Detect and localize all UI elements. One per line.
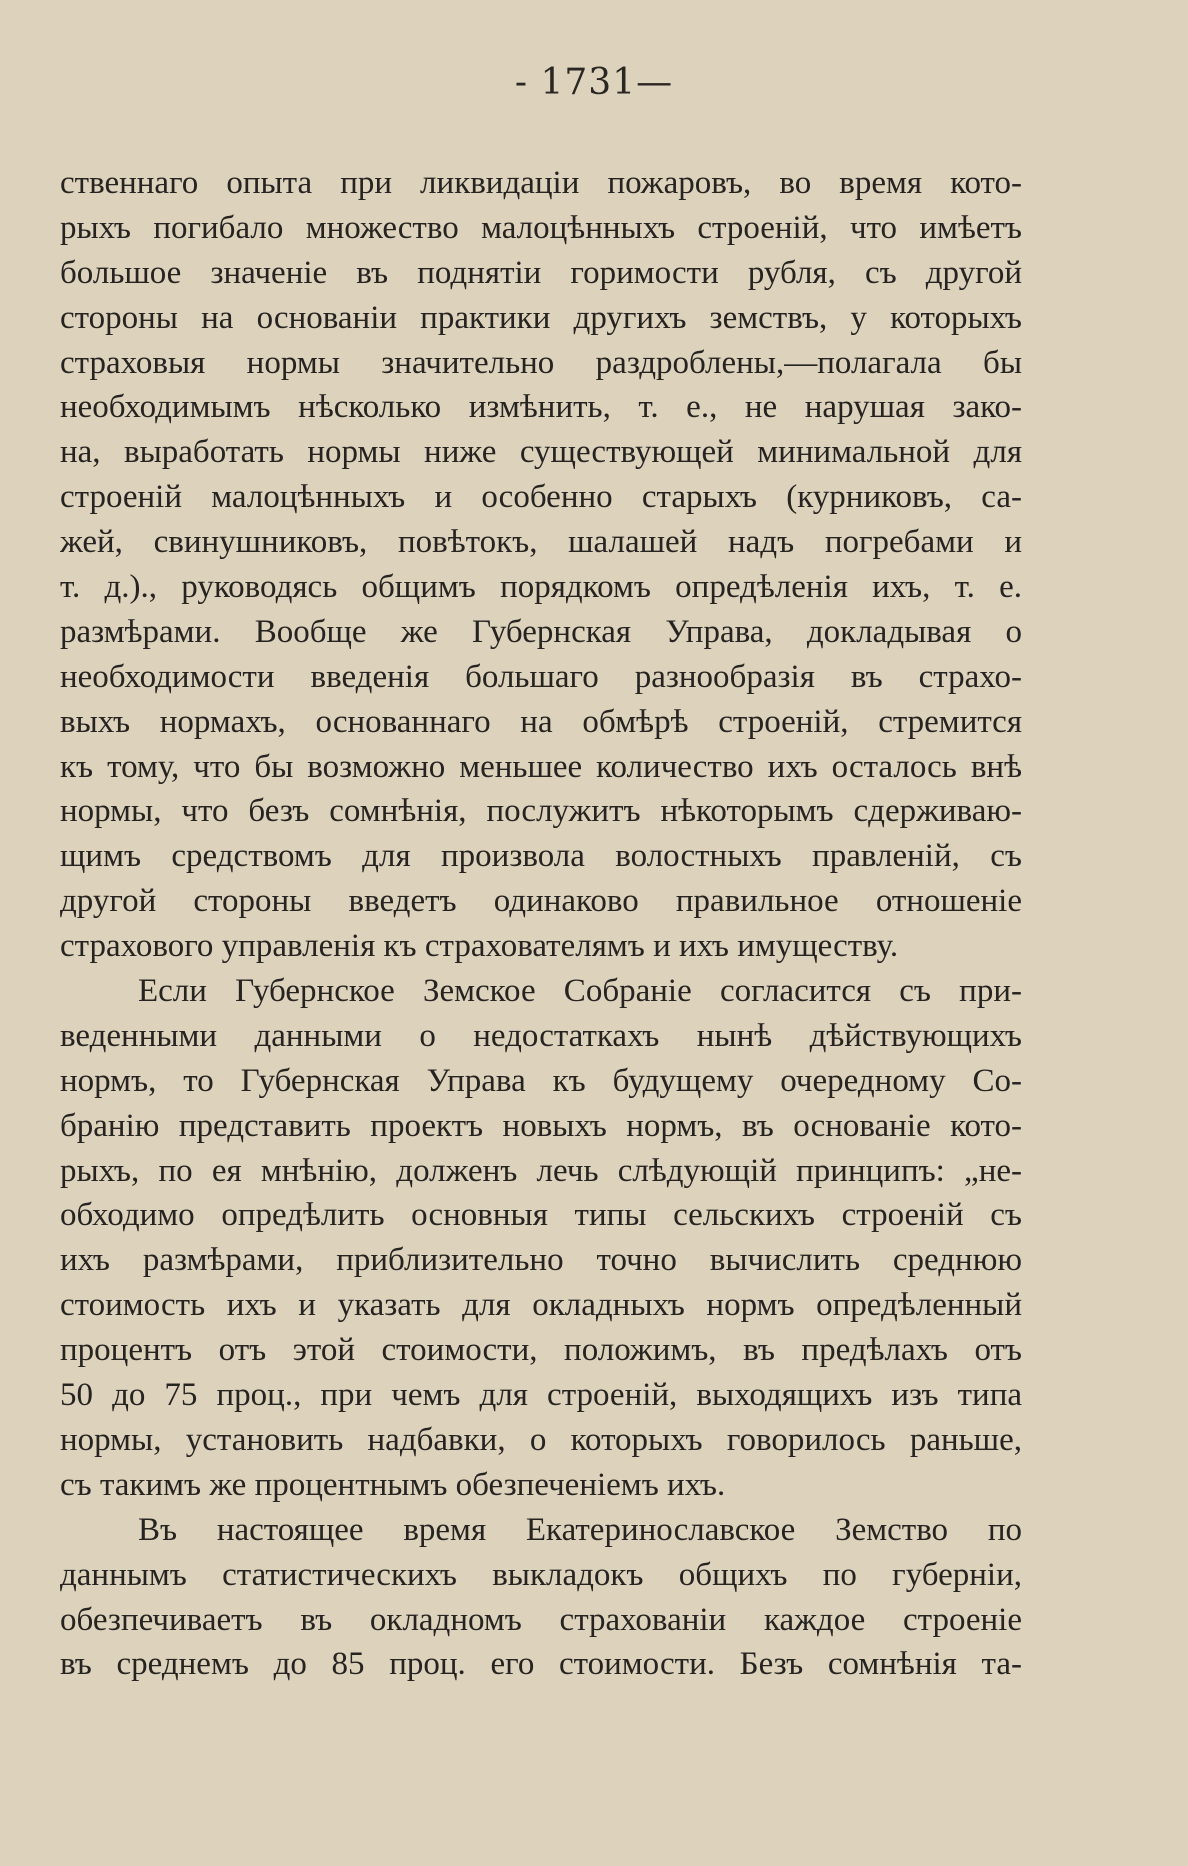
text-line: размѣрами. Вообще же Губернская Управа, докладывая о [60,613,1022,650]
text-line: Въ настоящее время Екатеринославское Земство по [138,1511,1022,1548]
text-line: обходимо опредѣлить основныя типы сельскихъ строеній съ [60,1197,1022,1234]
text-line: другой стороны введетъ одинаково правильное отношеніе [60,883,1022,920]
text-line: выхъ нормахъ, основаннаго на обмѣрѣ строеній, стремится [60,703,1022,740]
paragraph [60,969,1022,1508]
text-line: ственнаго опыта при ликвидаціи пожаровъ, во время кото- [60,165,1022,201]
text-line: къ тому, что бы возможно меньшее количество ихъ осталось внѣ [60,748,1022,785]
text-line: строеній малоцѣнныхъ и особенно старыхъ (курниковъ, са- [60,479,1022,516]
text-line: въ среднемъ до 85 проц. его стоимости. Безъ сомнѣнія та- [60,1646,1022,1683]
text-line: нормы, что безъ сомнѣнія, послужитъ нѣкоторымъ сдерживаю- [60,793,1022,830]
text-line: рыхъ, по ея мнѣнію, долженъ лечь слѣдующій принципъ: „не- [60,1152,1022,1189]
text-line: веденными данными о недостаткахъ нынѣ дѣйствующихъ [60,1017,1022,1054]
text-line: рыхъ погибало множество малоцѣнныхъ строеній, что имѣетъ [60,209,1022,246]
text-line: страховыя нормы значительно раздроблены,—полагала бы [60,344,1022,381]
paragraph [60,1508,1022,1688]
text-line: обезпечиваетъ въ окладномъ страхованіи каждое строеніе [60,1601,1022,1638]
text-line: большое значеніе въ поднятіи горимости рубля, съ другой [60,254,1022,291]
text-line: нормы, установить надбавки, о которыхъ говорилось раньше, [60,1421,1022,1458]
text-line: ихъ размѣрами, приблизительно точно вычислить среднюю [60,1242,1022,1279]
text-line: страхового управленія къ страхователямъ и ихъ имуществу. [60,928,899,965]
text-line: даннымъ статистическихъ выкладокъ общихъ по губерніи, [60,1556,1022,1593]
text-line: Если Губернское Земское Собраніе согласится съ при- [138,973,1022,1010]
text-line: стороны на основаніи практики другихъ земствъ, у которыхъ [60,299,1022,336]
text-line: процентъ отъ этой стоимости, положимъ, въ предѣлахъ отъ [60,1332,1022,1369]
body-text [60,161,1022,1687]
text-line: необходимости введенія большаго разнообразія въ страхо- [60,658,1022,695]
text-line: жей, свинушниковъ, повѣтокъ, шалашей надъ погребами и [60,524,1022,561]
text-line: бранію представить проектъ новыхъ нормъ, въ основаніе кото- [60,1107,1022,1144]
page-number: - 1731— [514,62,674,103]
text-line: нормъ, то Губернская Управа къ будущему очередному Со- [60,1062,1022,1099]
text-line: съ такимъ же процентнымъ обезпеченіемъ ихъ. [60,1466,726,1503]
text-line: стоимость ихъ и указать для окладныхъ нормъ опредѣленный [60,1287,1022,1324]
text-line: т. д.)., руководясь общимъ порядкомъ опредѣленія ихъ, т. е. [60,569,1022,606]
text-line: необходимымъ нѣсколько измѣнить, т. е., не нарушая зако- [60,389,1022,426]
text-line: щимъ средствомъ для произвола волостныхъ правленій, съ [60,838,1022,875]
text-line: на, выработать нормы ниже существующей минимальной для [60,434,1022,471]
text-line: 50 до 75 проц., при чемъ для строеній, выходящихъ изъ типа [60,1377,1022,1414]
paragraph [60,161,1022,969]
